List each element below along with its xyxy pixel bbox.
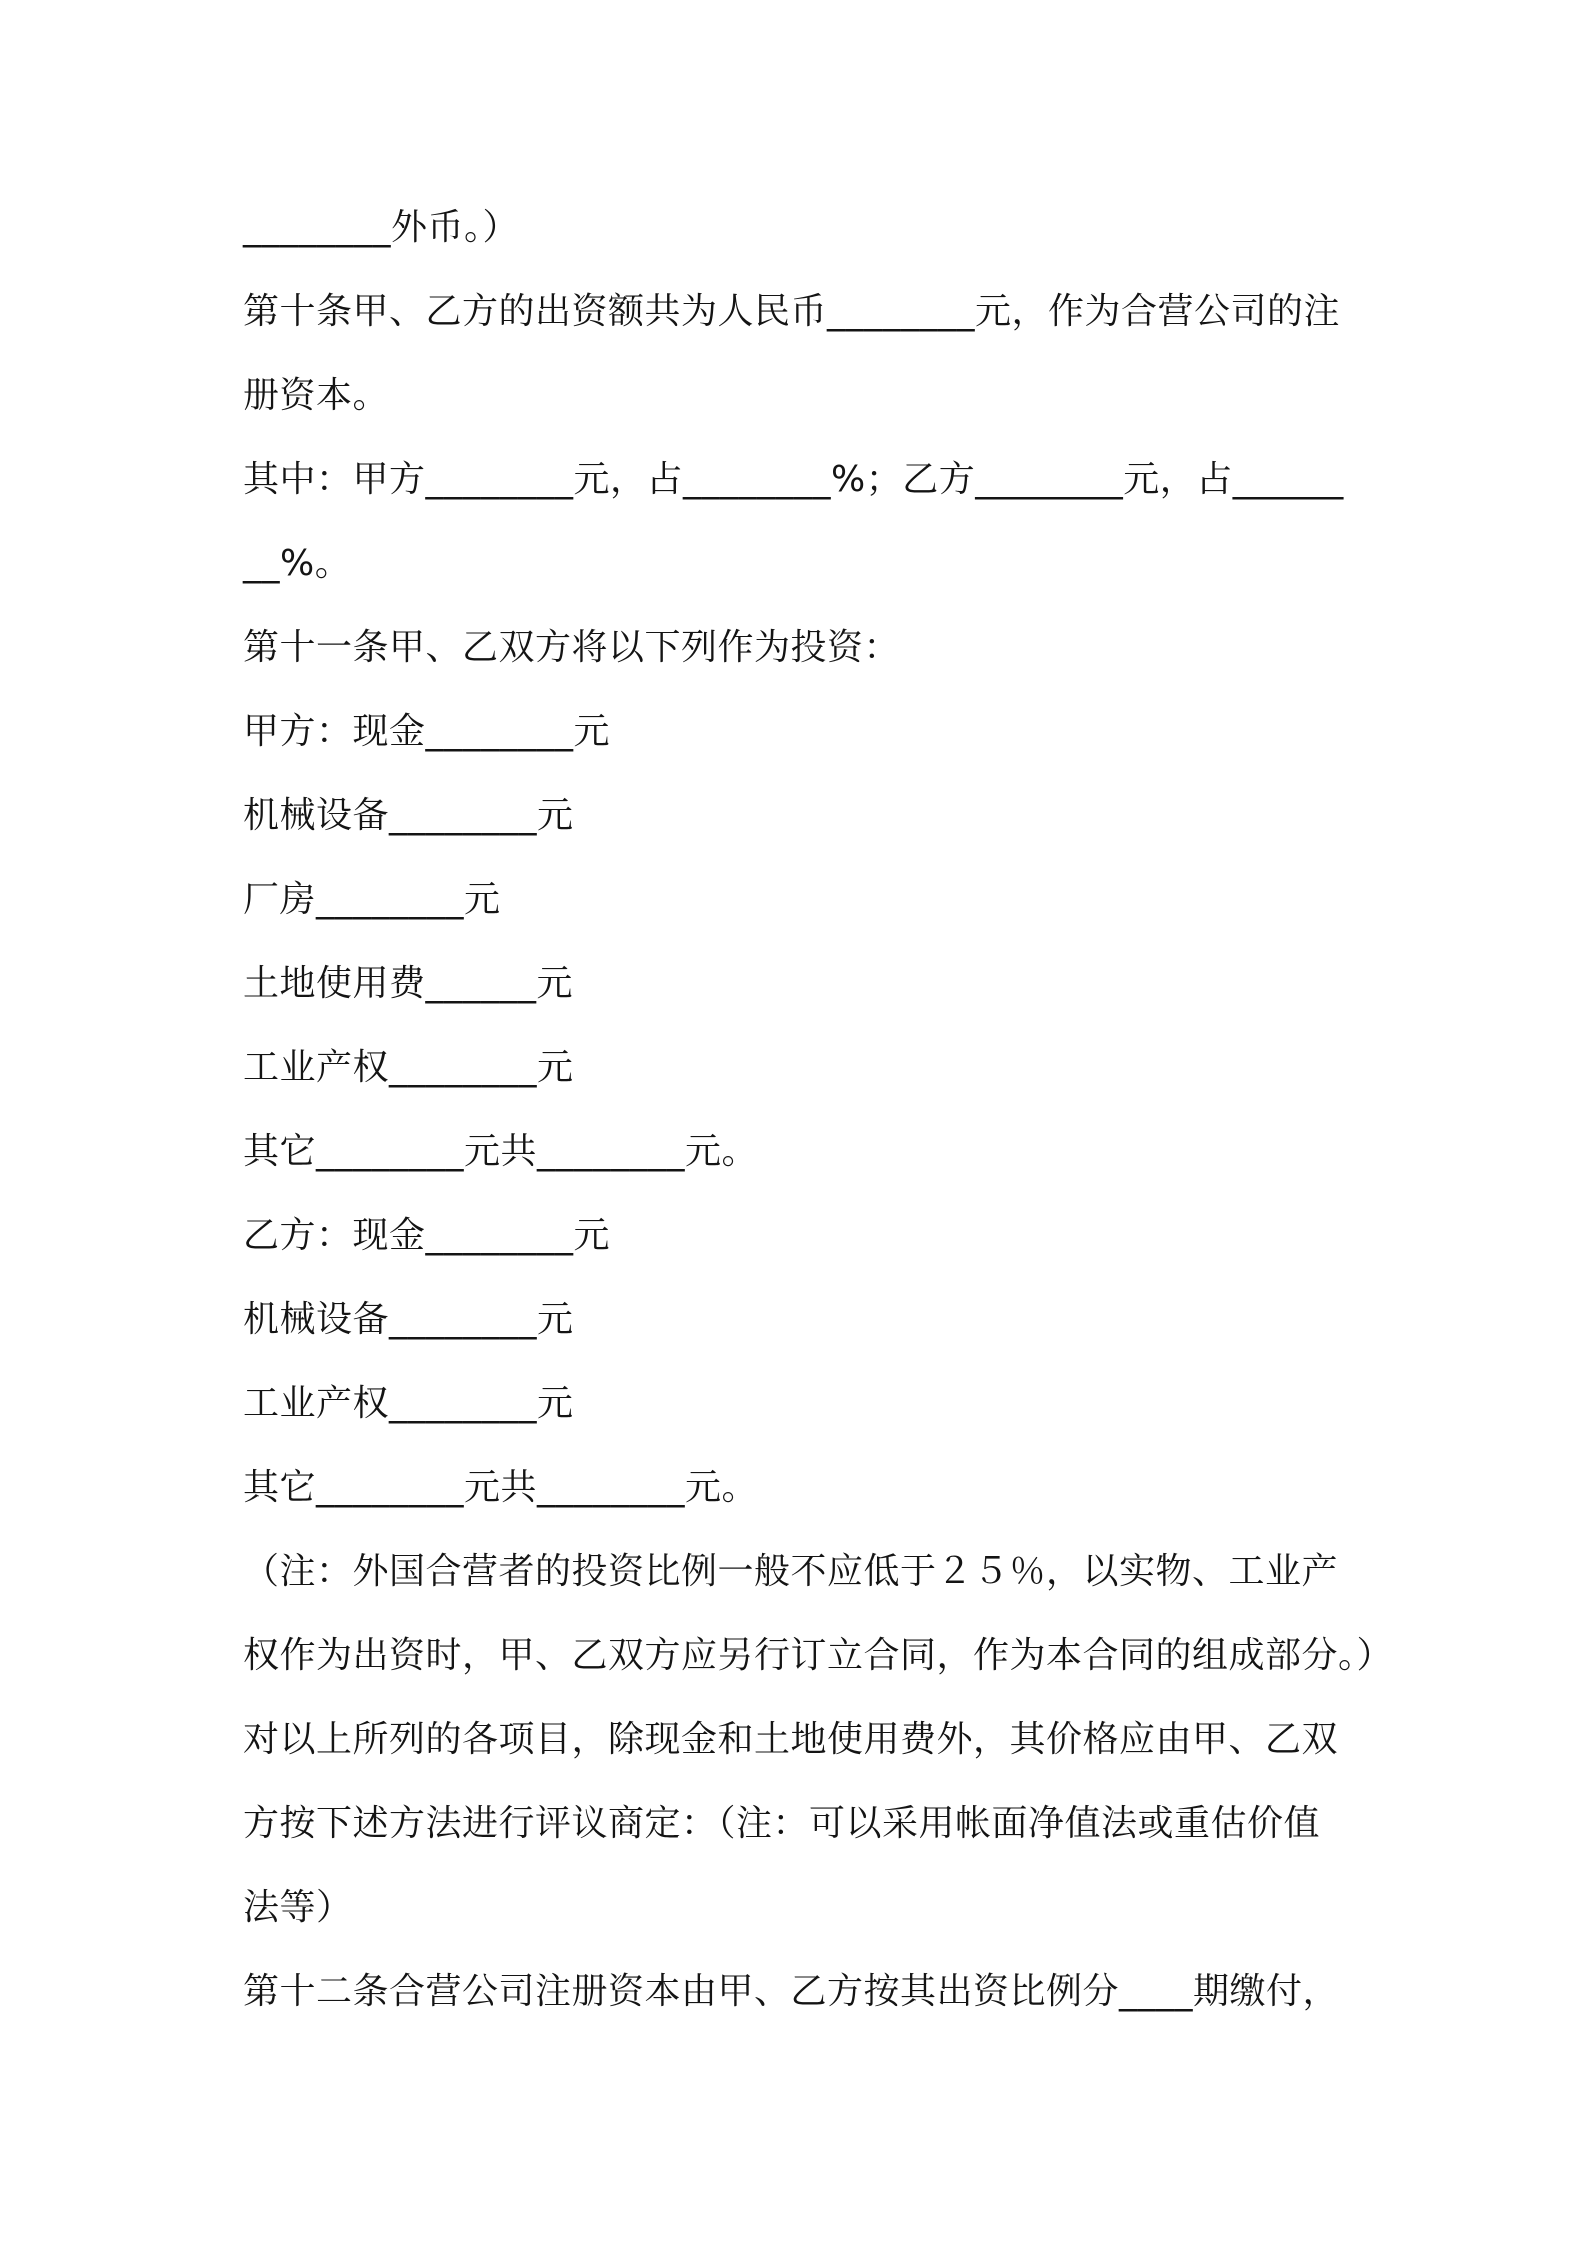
article-11-heading: 第十一条甲、乙双方将以下列作为投资： [243, 627, 901, 668]
party-a-factory: 厂房________元 [243, 879, 501, 920]
note-line-2: 权作为出资时，甲、乙双方应另行订立合同，作为本合同的组成部分。） [243, 1635, 1394, 1676]
party-a-industrial-property: 工业产权________元 [243, 1047, 574, 1088]
article-10-line-1: 第十条甲、乙方的出资额共为人民币________元，作为合营公司的注 [243, 291, 1341, 332]
article-12-line-1: 第十二条合营公司注册资本由甲、乙方按其出资比例分____期缴付， [243, 1971, 1340, 2012]
note-line-1: （注：外国合营者的投资比例一般不应低于２５％，以实物、工业产 [243, 1551, 1339, 1592]
party-b-industrial-property: 工业产权________元 [243, 1383, 574, 1424]
party-a-cash: 甲方：现金________元 [243, 711, 611, 752]
party-b-other-total: 其它________元共________元。 [243, 1467, 759, 1508]
share-ratio-line-1: 其中：甲方________元，占________%；乙方________元，占______ [243, 459, 1344, 500]
party-a-other-total: 其它________元共________元。 [243, 1131, 759, 1172]
article-10-line-2: 册资本。 [243, 375, 390, 416]
party-a-land-fee: 土地使用费______元 [243, 963, 574, 1004]
party-b-machinery: 机械设备________元 [243, 1299, 574, 1340]
valuation-line-2: 方按下述方法进行评议商定：（注：可以采用帐面净值法或重估价值 [243, 1803, 1321, 1844]
party-a-machinery: 机械设备________元 [243, 795, 574, 836]
party-b-cash: 乙方：现金________元 [243, 1215, 611, 1256]
share-ratio-line-2: __%。 [243, 543, 352, 584]
valuation-line-1: 对以上所列的各项目，除现金和土地使用费外，其价格应由甲、乙双 [243, 1719, 1339, 1760]
text-line: ________外币。） [243, 207, 520, 248]
valuation-line-3: 法等） [243, 1887, 353, 1928]
